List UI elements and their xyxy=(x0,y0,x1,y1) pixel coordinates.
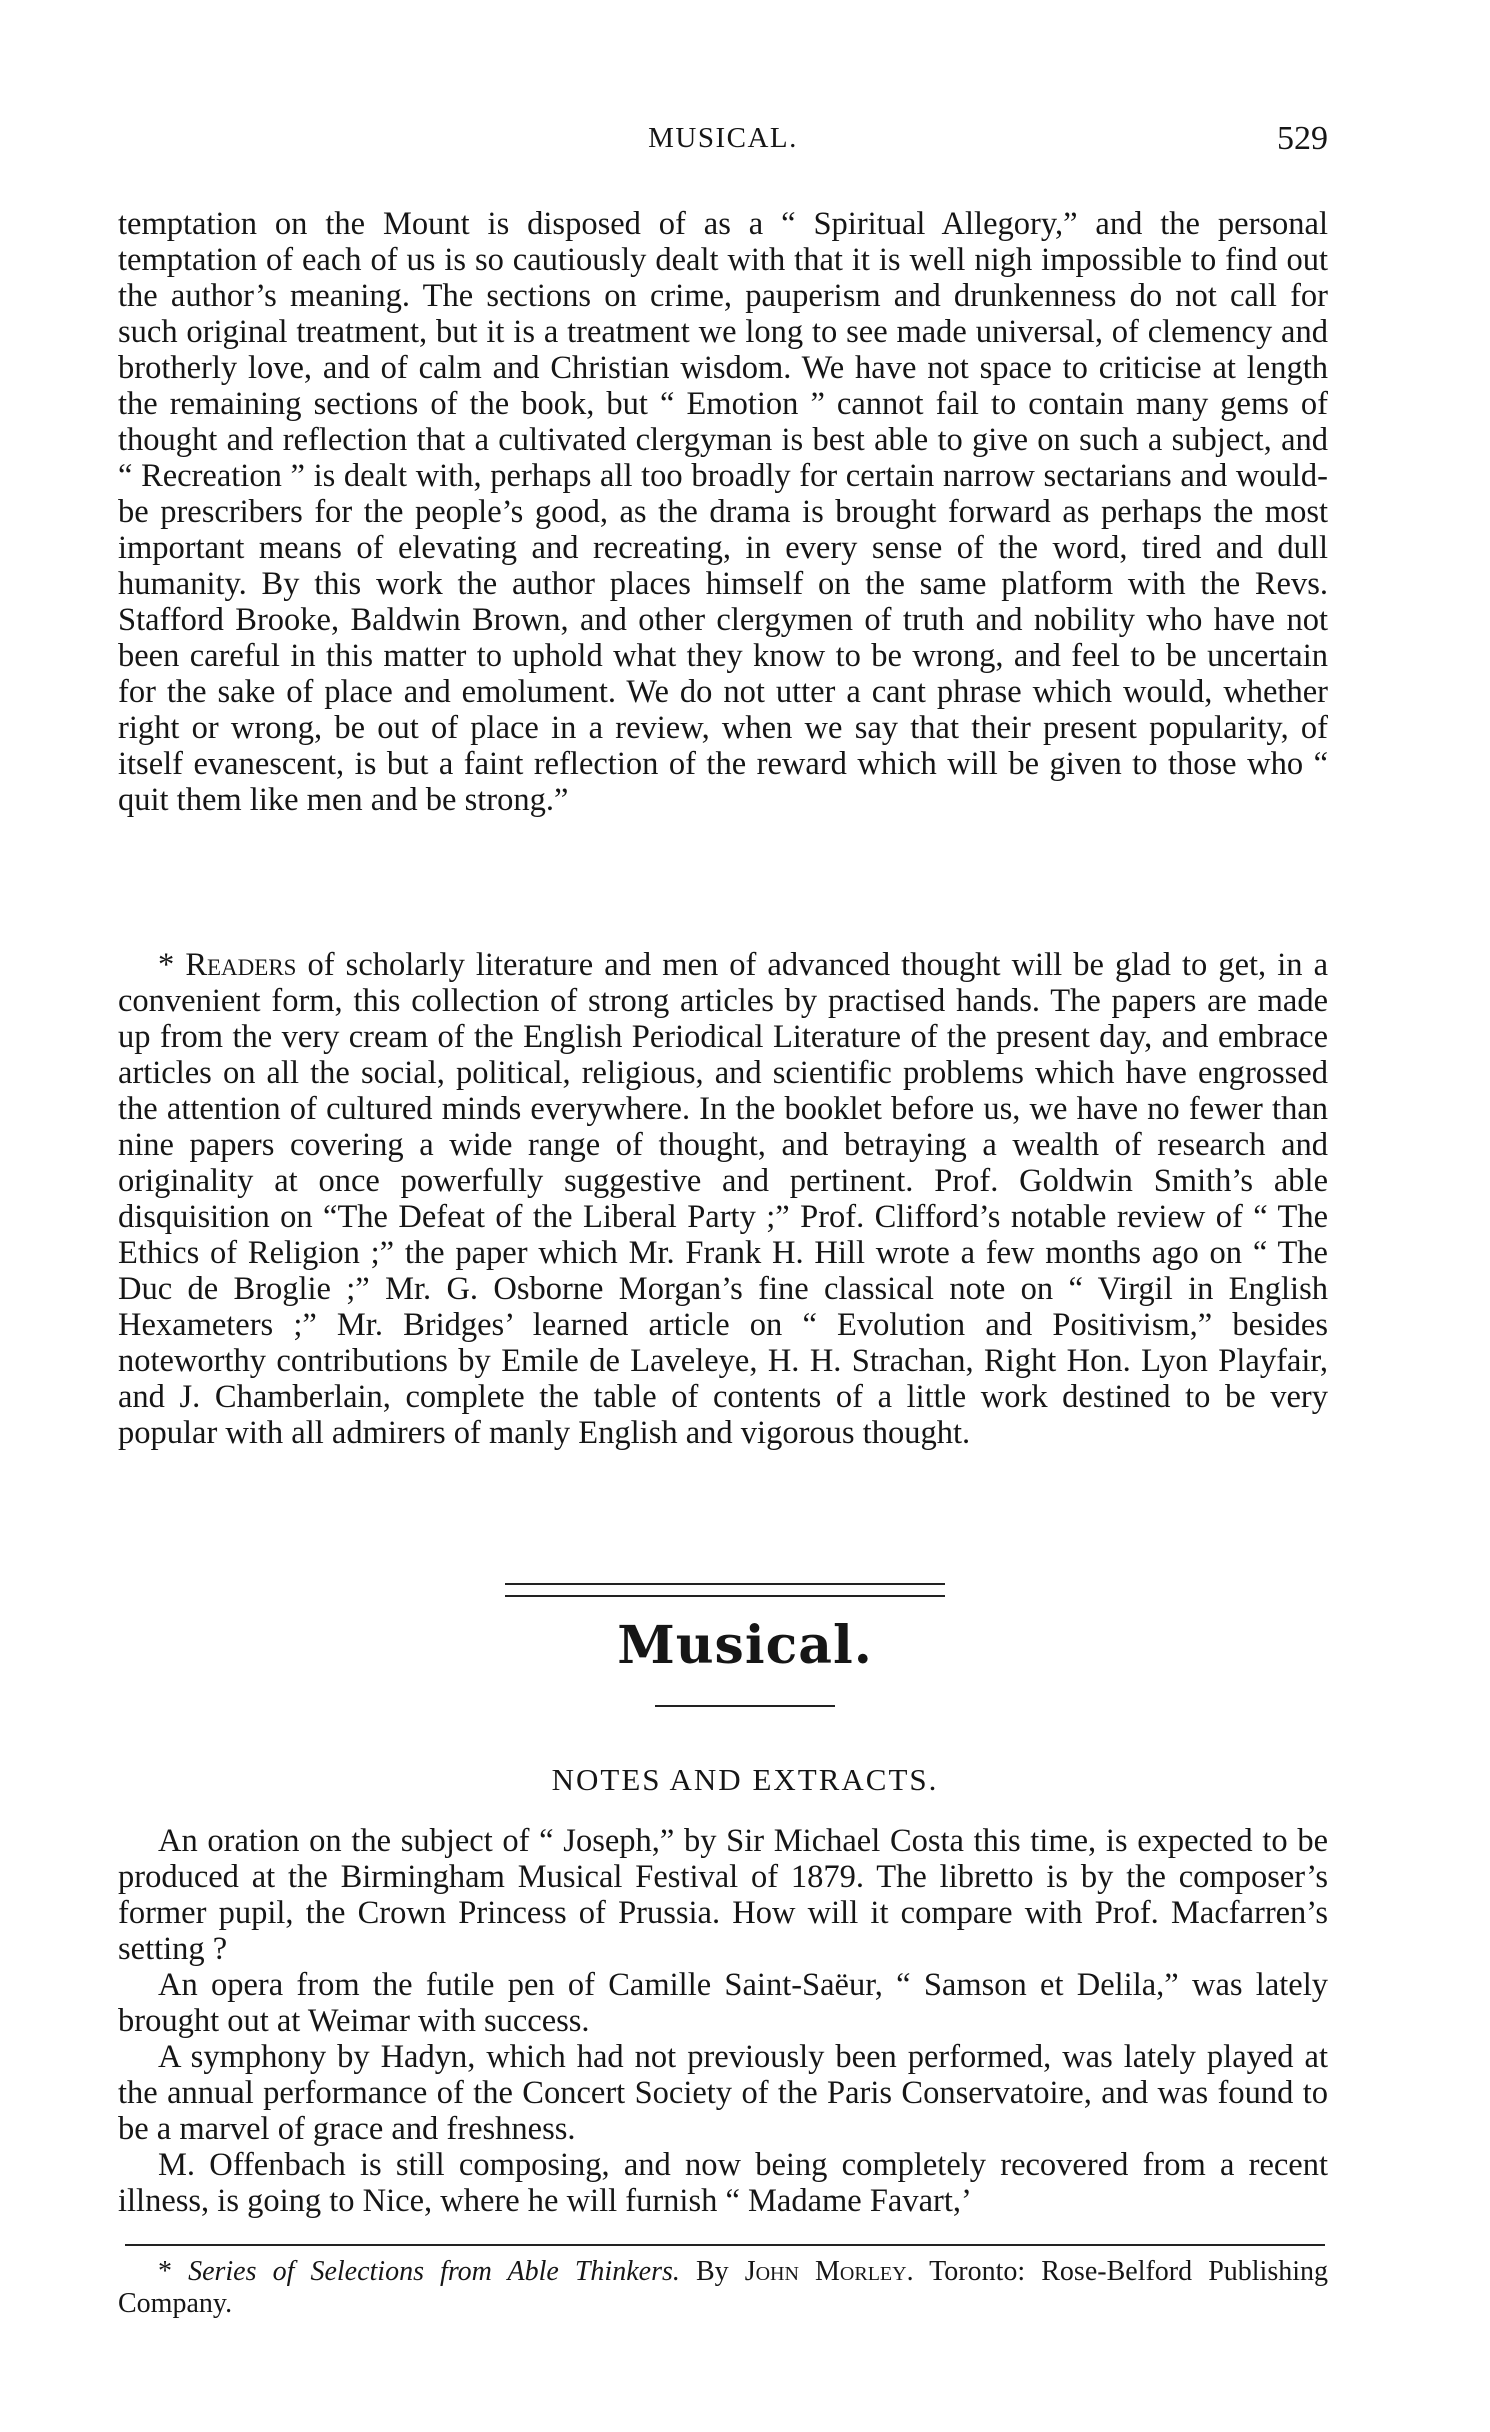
paragraph-text: of scholarly literature and men of advanced thought will be glad to get, in a convenient form, this collection of strong articles by practised hands. The papers are made up from the very cream of the English Periodical Literature of the present day, and embrace articles on all the social, political, religious, and scientific problems which have engrossed the attention of cultured minds everywhere. In the booklet before us, we have no fewer than nine papers covering a wide range of thought, and betraying a wealth of research and originality at once powerfully suggestive and pertinent. Prof. Goldwin Smith’s able disquisition on “The Defeat of the Liberal Party ;” Prof. Clifford’s notable review of “ The Ethics of Religion ;” the paper which Mr. Frank H. Hill wrote a few months ago on “ The Duc de Broglie ;” Mr. G. Osborne Morgan’s fine classical note on “ Virgil in English Hexameters ;” Mr. Bridges’ learned article on “ Evolution and Positivism,” besides noteworthy contributions by Emile de Laveleye, H. H. Strachan, Right Hon. Lyon Playfair, and J. Chamberlain, complete the table of contents of a little work destined to be very popular with all admirers of manly English and vigorous thought. xyxy=(118,947,1328,1451)
paragraph: M. Offenbach is still composing, and now being completely recovered from a recent illness, is going to Nice, where he will furnish “ Madame Favart,’ xyxy=(118,2147,1328,2219)
section-divider xyxy=(505,1583,945,1597)
running-head xyxy=(118,122,1328,166)
title-underline xyxy=(655,1705,835,1707)
running-title: MUSICAL. xyxy=(648,122,798,154)
footnote-by: By xyxy=(679,2256,745,2287)
lead-word: Readers xyxy=(185,947,297,983)
footnote-marker: * xyxy=(158,947,186,983)
paragraph: An opera from the futile pen of Camille Saint-Saëur, “ Samson et Delila,” was lately brought out at Weimar with success. xyxy=(118,1967,1328,2039)
footnote-marker: * xyxy=(158,2256,189,2287)
review-continuation xyxy=(118,206,1328,818)
paragraph: A symphony by Hadyn, which had not previously been performed, was lately played at the annual performance of the Concert Society of the Paris Conservatoire, and was found to be a marvel of grace and freshness. xyxy=(118,2039,1328,2147)
footnote-rule xyxy=(125,2244,1325,2246)
paragraph: temptation on the Mount is disposed of as a “ Spiritual Allegory,” and the personal temptation of each of us is so cautiously dealt with that it is well nigh impossible to find out the author’s meaning. The sections on crime, pauperism and drunkenness do not call for such original treatment, but it is a treatment we long to see made universal, of clemency and brotherly love, and of calm and Christian wisdom. We have not space to criticise at length the remaining sections of the book, but “ Emotion ” cannot fail to contain many gems of thought and reflection that a cultivated clergyman is best able to give on such a subject, and “ Recreation ” is dealt with, perhaps all too broadly for certain narrow sectarians and would-be prescribers for the people’s good, as the drama is brought forward as perhaps the most important means of elevating and recreating, in every sense of the word, tired and dull humanity. By this work the author places himself on the same platform with the Revs. Stafford Brooke, Baldwin Brown, and other clergymen of truth and nobility who have not been careful in this matter to uphold what they know to be wrong, and feel to be uncertain for the sake of place and emolument. We do not utter a cant phrase which would, whether right or wrong, be out of place in a review, when we say that their present popularity, of itself evanescent, is but a faint reflection of the reward which will be given to those who “ quit them like men and be strong.” xyxy=(118,206,1328,818)
paragraph xyxy=(118,947,1328,1451)
footnote-title: Series of Selections from Able Thinkers. xyxy=(188,2256,680,2287)
notes-and-extracts xyxy=(118,1823,1328,2219)
paragraph: An oration on the subject of “ Joseph,” by Sir Michael Costa this time, is expected to be produced at the Birmingham Musical Festival of 1879. The libretto is by the composer’s former pupil, the Crown Princess of Prussia. How will it compare with Prof. Macfarren’s setting ? xyxy=(118,1823,1328,1967)
page-number: 529 xyxy=(1277,120,1328,157)
footnote-rest: . Toronto: Rose-Belford Publishing Company. xyxy=(118,2256,1328,2319)
footnote xyxy=(118,2256,1328,2320)
review-selections xyxy=(118,947,1328,1451)
subheading: NOTES AND EXTRACTS. xyxy=(551,1762,939,1797)
footnote-author: John Morley xyxy=(744,2256,907,2287)
section-title: Musical. xyxy=(617,1615,873,1676)
